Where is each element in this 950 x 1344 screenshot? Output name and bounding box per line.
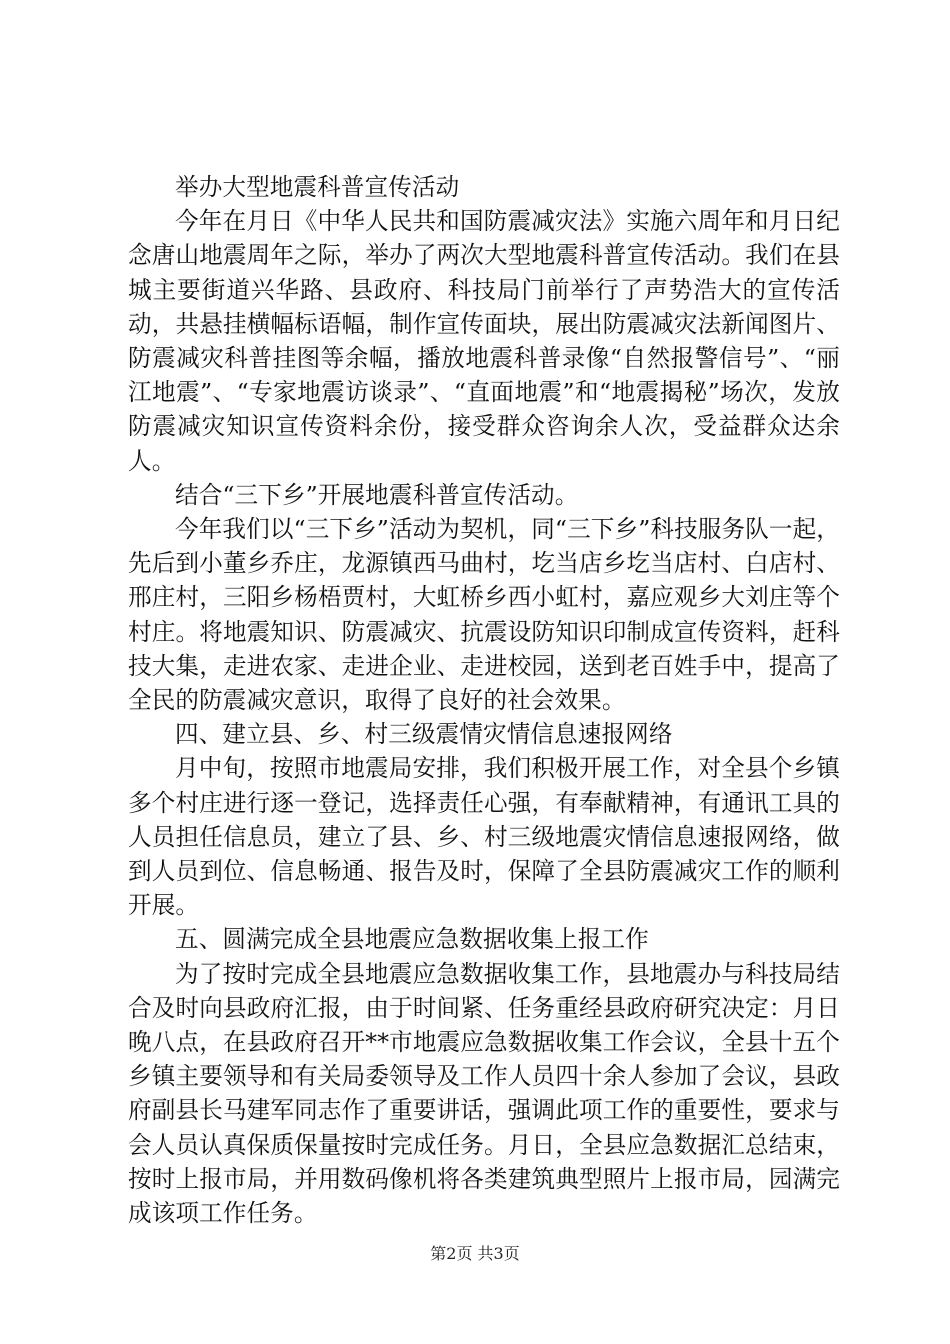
heading-section-five: 五、圆满完成全县地震应急数据收集上报工作 <box>175 925 649 954</box>
paragraph-info-network: 月中旬，按照市地震局安排，我们积极开展工作，对全县个乡镇多个村庄进行逐一登记，选择责任心强，有奉献精神，有通讯工具的人员担任信息员，建立了县、乡、村三级地震灾情信息速报网络，做到人员到位、信息畅通、报告及时，保障了全县防震减灾工作的顺利开展。 <box>128 754 840 920</box>
paragraph-publicity-events: 今年在月日《中华人民共和国防震减灾法》实施六周年和月日纪念唐山地震周年之际，举办了两次大型地震科普宣传活动。我们在县城主要街道兴华路、县政府、科技局门前举行了声势浩大的宣传活动，共悬挂横幅标语幅，制作宣传面块，展出防震减灾法新闻图片、防震减灾科普挂图等余幅，播放地震科普录像“自然报警信号”、“丽江地震”、“专家地震访谈录”、“直面地震”和“地震揭秘”场次，发放防震减灾知识宣传资料余份，接受群众咨询余人次，受益群众达余人。 <box>128 207 840 475</box>
paragraph-three-to-countryside: 今年我们以“三下乡”活动为契机，同“三下乡”科技服务队一起，先后到小董乡乔庄，龙源镇西马曲村，圪当店乡圪当店村、白店村、邢庄村，三阳乡杨梧贾村，大虹桥乡西小虹村，嘉应观乡大刘庄等个村庄。将地震知识、防震减灾、抗震设防知识印制成宣传资料，赶科技大集，走进农家、走进企业、走进校园，送到老百姓手中，提高了全民的防震减灾意识，取得了良好的社会效果。 <box>128 515 840 715</box>
heading-section-four: 四、建立县、乡、村三级震情灾情信息速报网络 <box>175 720 673 749</box>
paragraph-emergency-data: 为了按时完成全县地震应急数据收集工作，县地震办与科技局结合及时向县政府汇报，由于时间紧、任务重经县政府研究决定：月日晚八点，在县政府召开**市地震应急数据收集工作会议，全县十五个乡镇主要领导和有关局委领导及工作人员四十余人参加了会议，县政府副县长马建军同志作了重要讲话，强调此项工作的重要性，要求与会人员认真保质保量按时完成任务。月日，全县应急数据汇总结束，按时上报市局，并用数码像机将各类建筑典型照片上报市局，园满完成该项工作任务。 <box>128 959 840 1228</box>
document-body <box>128 170 840 1230</box>
heading-science-publicity: 举办大型地震科普宣传活动 <box>175 173 460 201</box>
page-number-footer: 第2页 共3页 <box>430 1244 520 1263</box>
heading-three-to-countryside: 结合“三下乡”开展地震科普宣传活动。 <box>175 480 579 509</box>
